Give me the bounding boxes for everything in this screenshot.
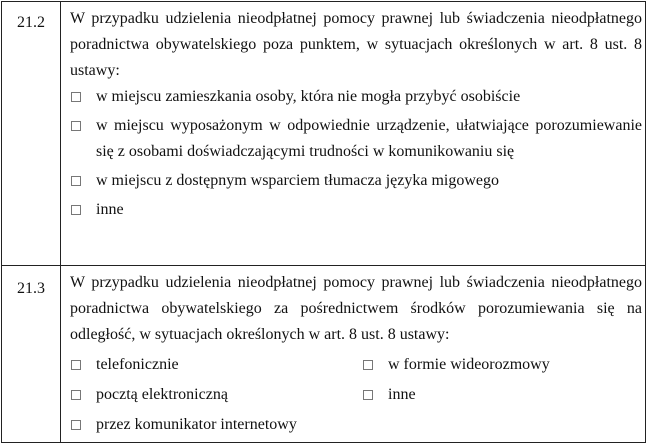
checkbox-icon[interactable] <box>71 360 81 370</box>
column-divider <box>60 2 61 442</box>
row-number-21-2: 21.2 <box>17 14 45 31</box>
row-21-2-intro: W przypadku udzielenia nieodpłatnej pomocy prawnej lub świadczenia nieodpłatnego poradnictwa obywatelskiego poza punktem, w sytuacjach określonych w art. 8 ust. 8 ustawy: <box>70 10 642 79</box>
checkbox-icon[interactable] <box>71 121 81 131</box>
form-table <box>1 1 646 443</box>
option-messenger[interactable]: przez komunikator internetowy <box>70 412 360 438</box>
remote-options-right <box>362 352 642 408</box>
checkbox-icon[interactable] <box>71 205 81 215</box>
remote-options-grid <box>70 352 642 444</box>
option-other[interactable]: inne <box>70 197 642 223</box>
checkbox-icon[interactable] <box>71 176 81 186</box>
checkbox-icon[interactable] <box>71 420 81 430</box>
row-21-3-intro: W przypadku udzielenia nieodpłatnej pomocy prawnej lub świadczenia nieodpłatnego poradnictwa obywatelskiego za pośrednictwem środków porozumiewania się na odległość, w sytuacjach określonych w art. 8 ust. 8 ustawy: <box>70 274 642 343</box>
remote-options-left <box>70 352 360 438</box>
row-divider <box>2 265 645 266</box>
checkbox-icon[interactable] <box>71 390 81 400</box>
option-phone[interactable]: telefonicznie <box>70 352 360 378</box>
option-home-visit[interactable]: w miejscu zamieszkania osoby, która nie mogła przybyć osobiście <box>70 84 642 110</box>
row-number-21-3: 21.3 <box>17 280 45 297</box>
checkbox-icon[interactable] <box>363 390 373 400</box>
row-21-2-content <box>70 6 642 223</box>
option-equipped-place[interactable]: w miejscu wyposażonym w odpowiednie urządzenie, ułatwiające porozumiewanie się z osobami doświadczającymi trudności w komunikowaniu się <box>70 113 642 165</box>
option-sign-language[interactable]: w miejscu z dostępnym wsparciem tłumacza języka migowego <box>70 168 642 194</box>
option-other-remote[interactable]: inne <box>362 382 642 408</box>
checkbox-icon[interactable] <box>71 92 81 102</box>
option-email[interactable]: pocztą elektroniczną <box>70 382 360 408</box>
row-21-3-content <box>70 270 642 444</box>
option-video[interactable]: w formie wideorozmowy <box>362 352 642 378</box>
checkbox-icon[interactable] <box>363 360 373 370</box>
